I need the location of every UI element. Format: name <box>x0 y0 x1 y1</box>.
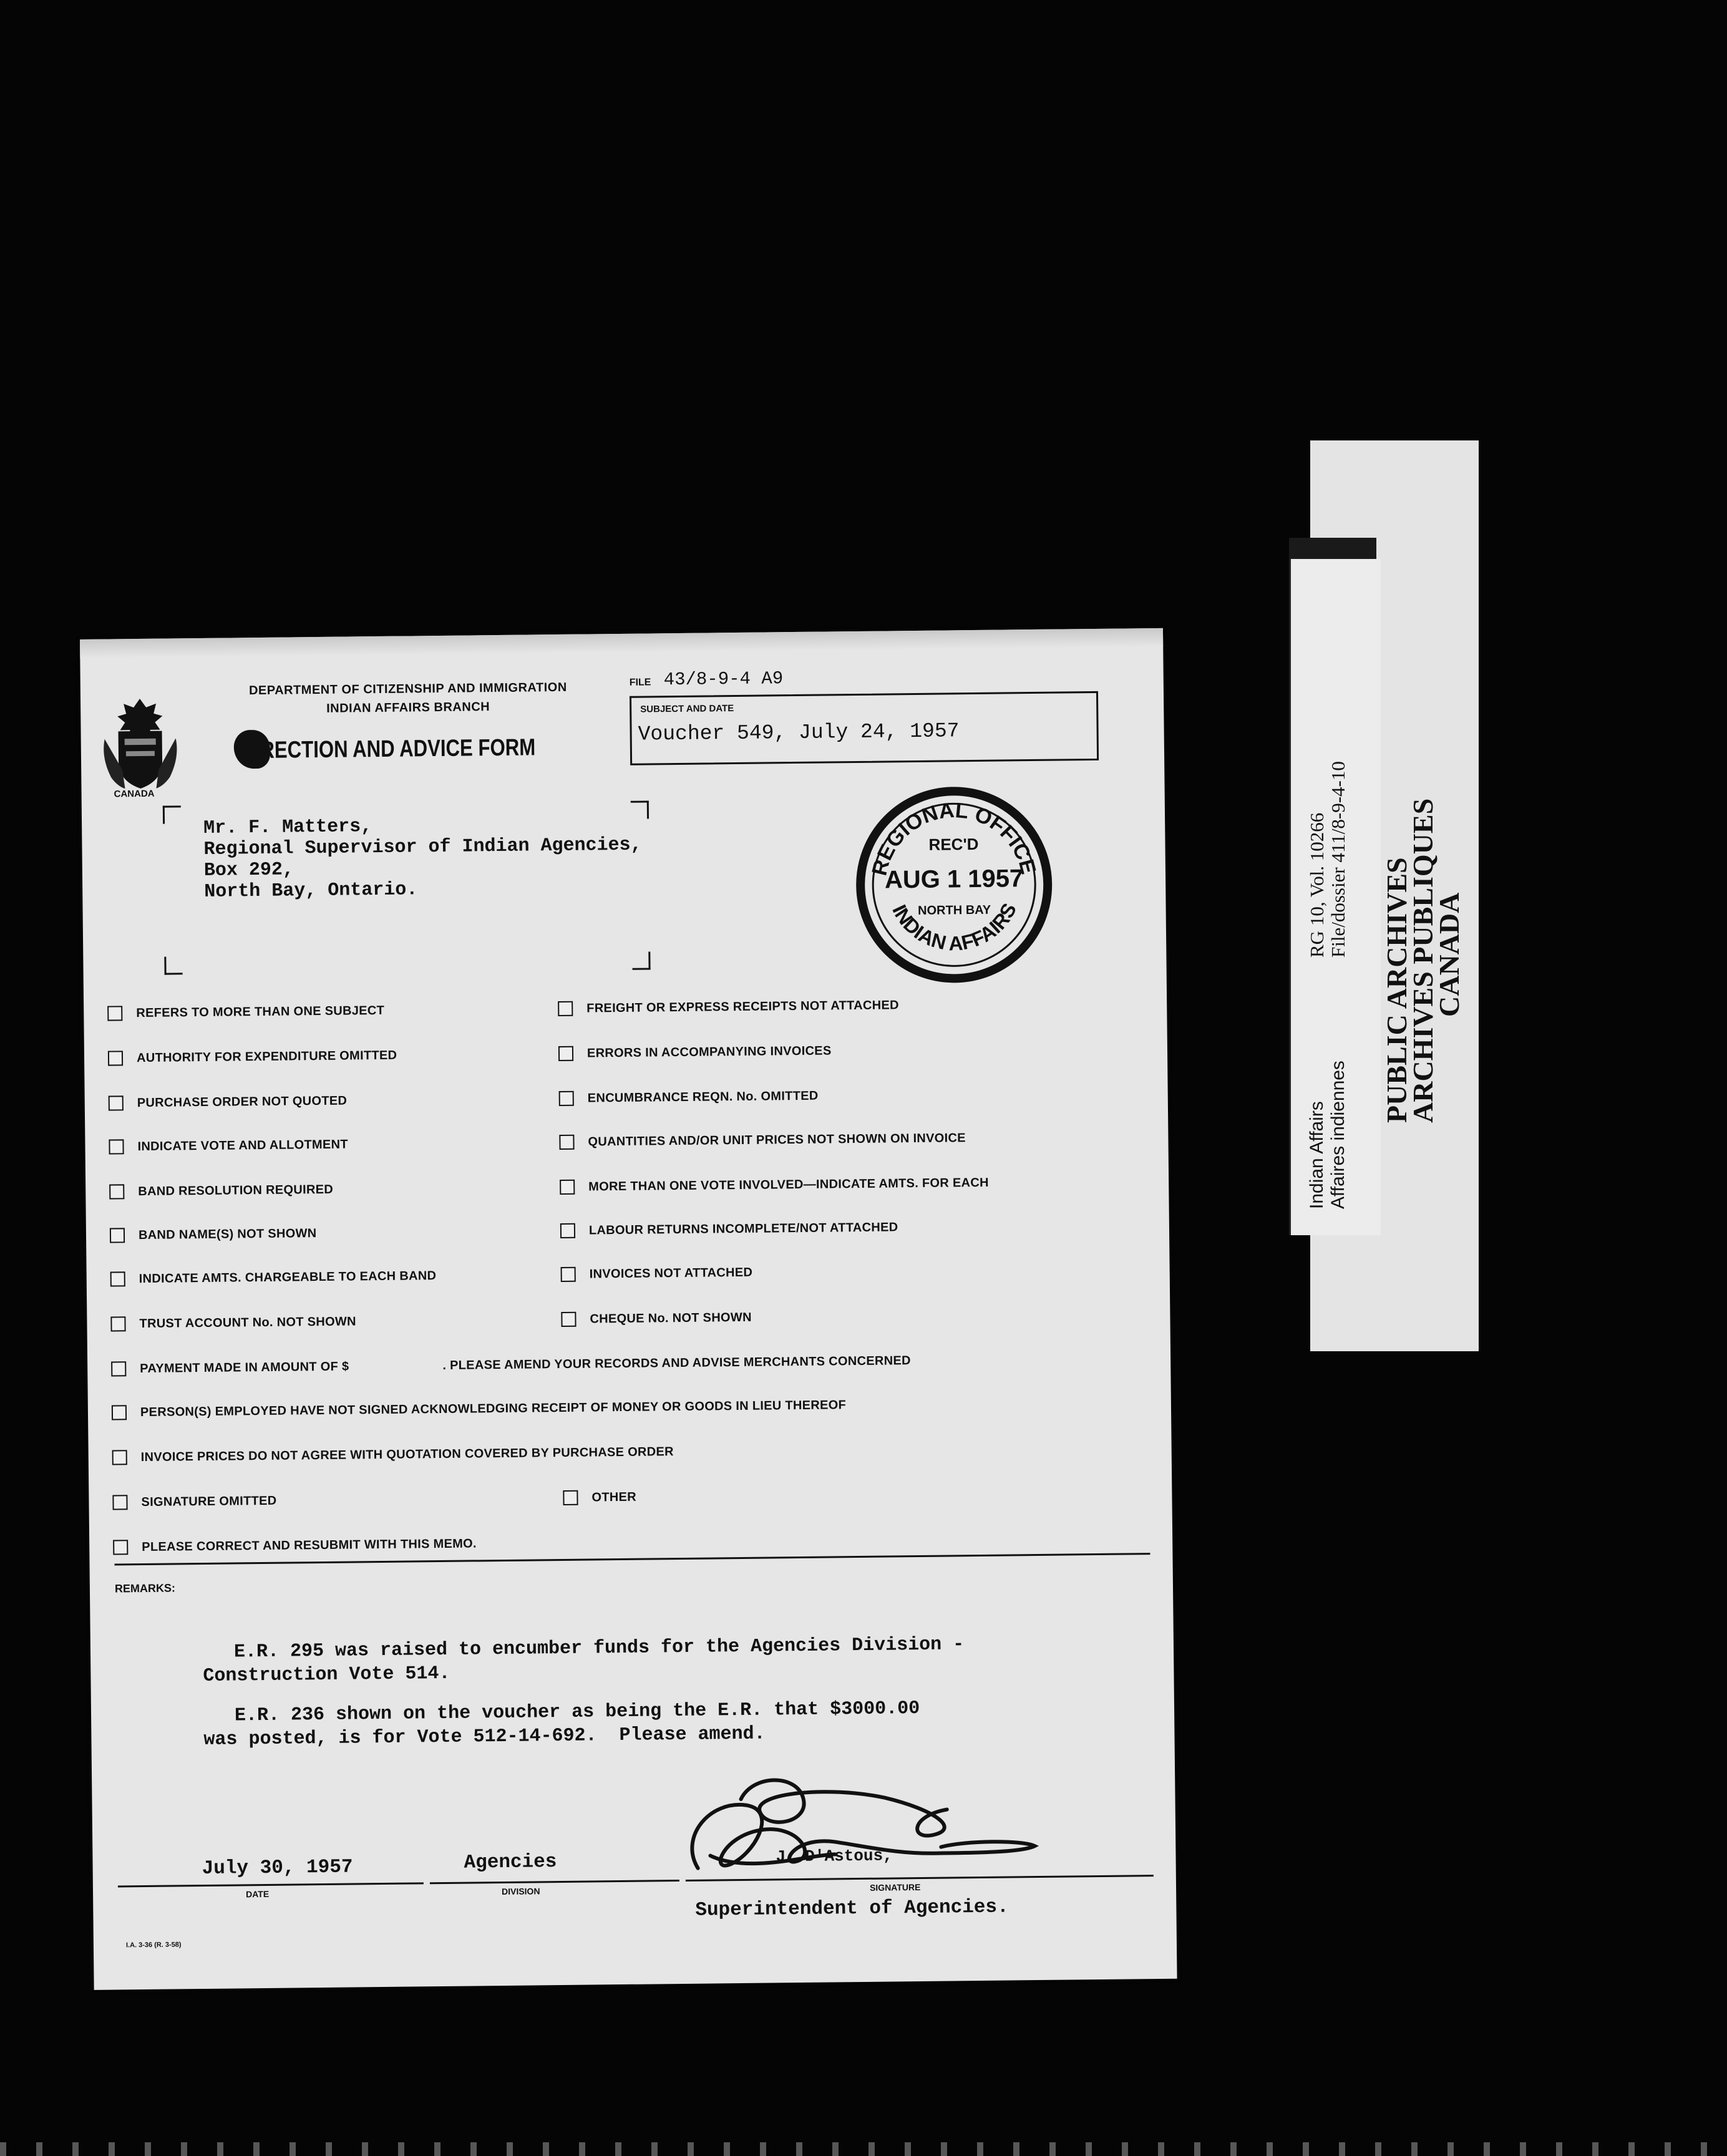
check-item[interactable] <box>558 998 899 1016</box>
check-item[interactable] <box>109 1137 348 1155</box>
address-line-3: Box 292, <box>203 859 294 881</box>
check-label: ERRORS IN ACCOMPANYING INVOICES <box>586 1043 832 1061</box>
department-name: DEPARTMENT OF CITIZENSHIP AND IMMIGRATION <box>248 680 567 698</box>
check-label: INDICATE AMTS. CHARGEABLE TO EACH BAND <box>139 1268 437 1286</box>
address-bracket-top-left <box>163 805 181 823</box>
check-item[interactable] <box>561 1310 752 1327</box>
handwritten-signature <box>672 1759 1048 1887</box>
division-line <box>430 1880 679 1884</box>
check-label: FREIGHT OR EXPRESS RECEIPTS NOT ATTACHED <box>586 998 899 1016</box>
check-label: QUANTITIES AND/OR UNIT PRICES NOT SHOWN ON INVOICE <box>588 1130 966 1149</box>
check-label: INVOICE PRICES DO NOT AGREE WITH QUOTATION COVERED BY PURCHASE ORDER <box>140 1444 674 1464</box>
check-item-resubmit[interactable] <box>113 1536 477 1555</box>
check-item-signature-omitted[interactable] <box>112 1493 276 1510</box>
check-label: ENCUMBRANCE REQN. No. OMITTED <box>587 1089 819 1105</box>
checkbox[interactable] <box>558 1001 573 1016</box>
branch-name: INDIAN AFFAIRS BRANCH <box>326 700 490 716</box>
check-label: INVOICES NOT ATTACHED <box>589 1265 753 1281</box>
checkbox[interactable] <box>110 1316 125 1331</box>
crest-caption: CANADA <box>114 788 155 800</box>
check-label: PAYMENT MADE IN AMOUNT OF $ <box>140 1359 349 1376</box>
paper-edge <box>80 628 1163 658</box>
file-label: FILE <box>629 677 651 688</box>
check-label: PURCHASE ORDER NOT QUOTED <box>137 1094 348 1110</box>
check-item[interactable] <box>110 1226 317 1243</box>
stamp-bottom-text: INDIAN AFFAIRS <box>888 899 1021 955</box>
signer-name: J. D'Astous, <box>776 1846 893 1867</box>
check-item[interactable] <box>561 1265 753 1282</box>
checkbox[interactable] <box>560 1223 575 1238</box>
remarks-label: REMARKS: <box>114 1581 176 1595</box>
check-label: LABOUR RETURNS INCOMPLETE/NOT ATTACHED <box>588 1220 898 1238</box>
check-label: REFERS TO MORE THAN ONE SUBJECT <box>136 1003 385 1020</box>
check-label: . PLEASE AMEND YOUR RECORDS AND ADVISE MERCHANTS CONCERNED <box>442 1353 911 1372</box>
date-label: DATE <box>245 1888 270 1900</box>
remark-line: Construction Vote 514. <box>203 1663 450 1687</box>
archive-label-tab <box>1289 538 1376 559</box>
check-item-other[interactable] <box>563 1490 636 1505</box>
checkbox[interactable] <box>110 1228 125 1243</box>
check-label: PLEASE CORRECT AND RESUBMIT WITH THIS MEMO. <box>142 1536 477 1554</box>
check-item[interactable] <box>107 1003 384 1021</box>
remark-line: E.R. 236 shown on the voucher as being the E.R. that $3000.00 <box>234 1697 920 1727</box>
check-label: OTHER <box>591 1490 637 1504</box>
remark-line: was posted, is for Vote 512-14-692. Please amend. <box>203 1723 766 1751</box>
check-item[interactable] <box>110 1314 356 1331</box>
check-label: CHEQUE No. NOT SHOWN <box>590 1310 752 1326</box>
stamp-date: AUG 1 1957 <box>884 865 1024 894</box>
check-item-payment[interactable] <box>111 1353 911 1376</box>
recipient-address <box>203 813 643 903</box>
checkbox[interactable] <box>110 1271 125 1286</box>
address-line-2: Regional Supervisor of Indian Agencies, <box>203 834 642 860</box>
checkbox[interactable] <box>112 1495 127 1510</box>
stamp-recd: REC'D <box>928 834 979 854</box>
check-item[interactable] <box>109 1094 348 1111</box>
check-label: INDICATE VOTE AND ALLOTMENT <box>137 1137 348 1153</box>
checkbox[interactable] <box>112 1450 127 1465</box>
address-line-1: Mr. F. Matters, <box>203 816 372 839</box>
check-item-invoice-prices[interactable] <box>112 1444 674 1465</box>
checkbox[interactable] <box>112 1405 127 1420</box>
film-edge <box>0 2142 1727 2156</box>
subject-value: Voucher 549, July 24, 1957 <box>638 719 960 746</box>
check-item[interactable] <box>559 1130 966 1150</box>
address-bracket-bottom-right <box>632 951 650 969</box>
check-item[interactable] <box>109 1182 333 1200</box>
divider-rule <box>115 1553 1151 1565</box>
check-item-persons[interactable] <box>112 1397 846 1420</box>
received-stamp <box>850 779 1058 987</box>
archive-fonds-en: Indian Affairs <box>1306 1101 1327 1209</box>
date-value: July 30, 1957 <box>202 1856 353 1880</box>
department-heading <box>221 677 596 719</box>
stamp-city: NORTH BAY <box>917 903 991 918</box>
archive-fonds-fr: Affaires indiennes <box>1328 1061 1348 1209</box>
check-label: MORE THAN ONE VOTE INVOLVED—INDICATE AMTS. FOR EACH <box>588 1175 989 1194</box>
check-item[interactable] <box>560 1175 989 1195</box>
checkbox[interactable] <box>561 1267 576 1282</box>
checkbox[interactable] <box>109 1095 124 1110</box>
checkbox[interactable] <box>109 1139 124 1154</box>
check-label: SIGNATURE OMITTED <box>141 1493 277 1509</box>
checkbox[interactable] <box>111 1361 126 1376</box>
checkbox[interactable] <box>108 1051 123 1066</box>
division-value: Agencies <box>464 1851 557 1874</box>
checkbox[interactable] <box>113 1540 128 1555</box>
check-label: BAND RESOLUTION REQUIRED <box>138 1182 334 1198</box>
archive-file-number: File/dossier 411/8-9-4-10 <box>1327 761 1349 958</box>
canada-coat-of-arms-icon <box>99 694 182 795</box>
check-item[interactable] <box>110 1268 437 1286</box>
address-line-4: North Bay, Ontario. <box>204 879 418 903</box>
date-line <box>118 1882 424 1887</box>
check-label: PERSON(S) EMPLOYED HAVE NOT SIGNED ACKNOWLEDGING RECEIPT OF MONEY OR GOODS IN LIEU THEREOF <box>140 1397 847 1419</box>
form-title: RRECTION AND ADVICE FORM <box>246 734 536 764</box>
stamp-top-text: REGIONAL OFFICE <box>867 798 1041 878</box>
archive-country: CANADA <box>1433 892 1465 1017</box>
form-number: I.A. 3-36 (R. 3-58) <box>125 1941 182 1950</box>
archive-rg-volume: RG 10, Vol. 10266 <box>1306 812 1328 958</box>
correction-advice-form <box>80 628 1177 1990</box>
checkbox[interactable] <box>109 1184 124 1199</box>
checkbox[interactable] <box>559 1091 574 1106</box>
remark-line: E.R. 295 was raised to encumber funds for the Agencies Division - <box>233 1634 965 1663</box>
checkbox[interactable] <box>563 1490 578 1505</box>
checkbox[interactable] <box>558 1046 573 1061</box>
payment-amount-blank <box>349 1366 442 1367</box>
check-item[interactable] <box>108 1048 397 1066</box>
archive-title-block <box>1381 798 1465 1123</box>
signature-label: SIGNATURE <box>869 1882 921 1893</box>
subject-box <box>630 691 1099 765</box>
checkbox[interactable] <box>559 1135 574 1150</box>
checkbox[interactable] <box>107 1006 122 1021</box>
checkbox[interactable] <box>561 1312 576 1327</box>
archive-fonds <box>1306 1061 1349 1209</box>
checkbox[interactable] <box>560 1180 575 1195</box>
check-label: BAND NAME(S) NOT SHOWN <box>138 1226 317 1242</box>
archive-title-fr: ARCHIVES PUBLIQUES <box>1407 798 1439 1123</box>
check-item[interactable] <box>559 1089 819 1106</box>
subject-label: SUBJECT AND DATE <box>640 703 734 715</box>
archive-reference <box>1306 761 1349 958</box>
check-item[interactable] <box>558 1043 832 1061</box>
division-label: DIVISION <box>501 1886 540 1897</box>
file-number: 43/8-9-4 A9 <box>663 668 784 691</box>
signer-title: Superintendent of Agencies. <box>695 1896 1009 1921</box>
check-label: TRUST ACCOUNT No. NOT SHOWN <box>139 1314 356 1331</box>
check-item[interactable] <box>560 1220 898 1238</box>
check-label: AUTHORITY FOR EXPENDITURE OMITTED <box>136 1048 397 1065</box>
archive-title-en: PUBLIC ARCHIVES <box>1381 857 1413 1123</box>
address-bracket-bottom-left <box>164 956 182 974</box>
